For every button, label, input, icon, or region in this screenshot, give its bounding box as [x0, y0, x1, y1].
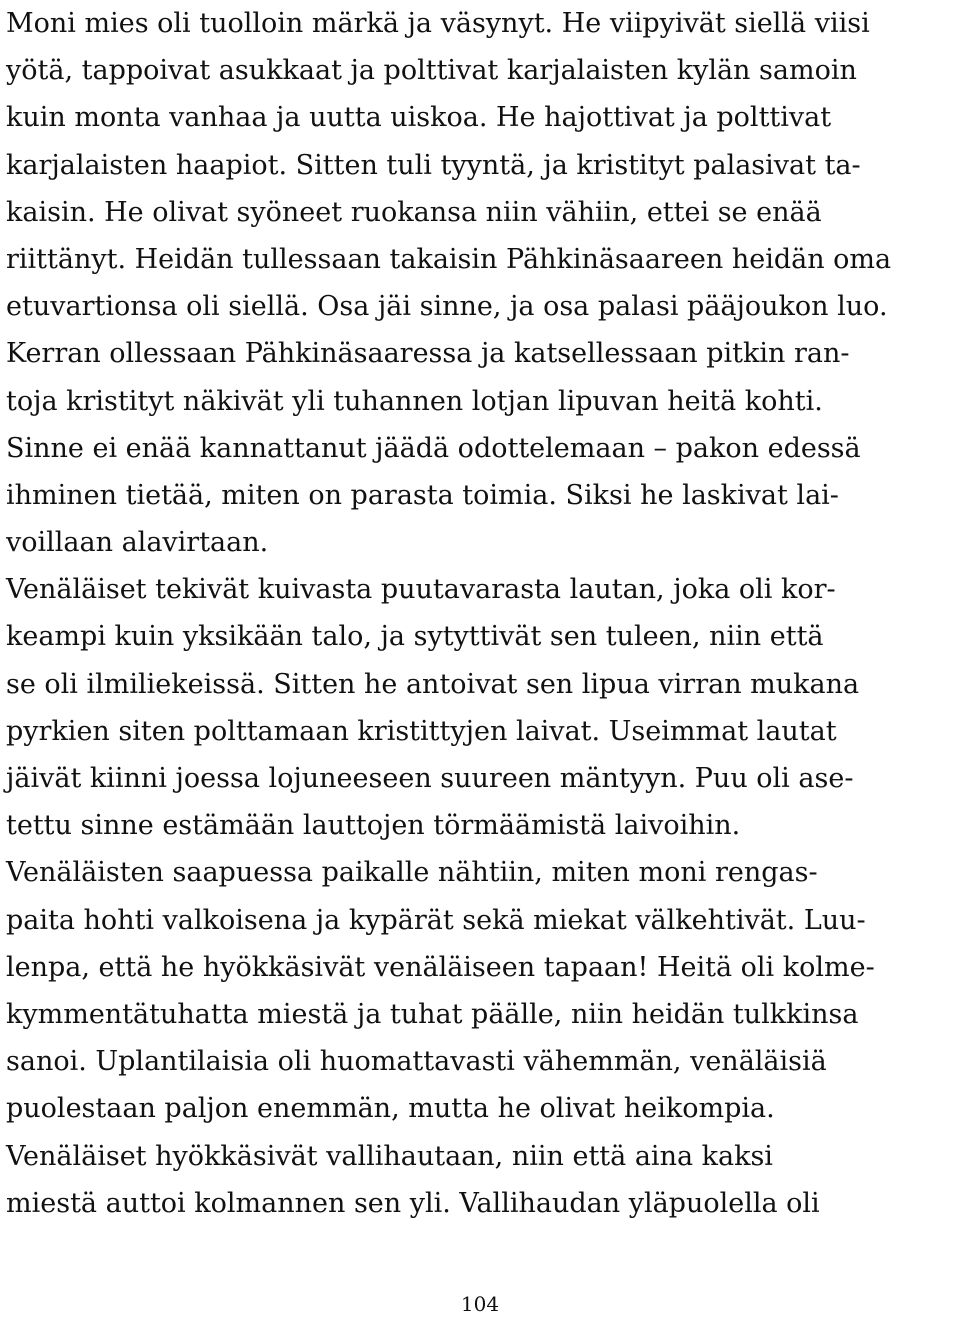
text-line: keampi kuin yksikään talo, ja sytyttivät sen tuleen, niin että [6, 621, 824, 653]
text-line: se oli ilmiliekeissä. Sitten he antoivat sen lipua virran mukana [6, 668, 860, 700]
text-line: miestä auttoi kolmannen sen yli. Vallihaudan yläpuolella oli [6, 1187, 820, 1219]
text-line: kymmentätuhatta miestä ja tuhat päälle, niin heidän tulkkinsa [6, 998, 859, 1030]
body-text [6, 0, 954, 1227]
text-line: kuin monta vanhaa ja uutta uiskoa. He hajottivat ja polttivat [6, 102, 832, 134]
text-line: karjalaisten haapiot. Sitten tuli tyyntä, ja kristityt palasivat ta- [6, 149, 861, 181]
text-line: sanoi. Uplantilaisia oli huomattavasti vähemmän, venäläisiä [6, 1046, 827, 1078]
text-line: toja kristityt näkivät yli tuhannen lotjan lipuvan heitä kohti. [6, 385, 823, 417]
text-line: pyrkien siten polttamaan kristittyjen laivat. Useimmat lautat [6, 715, 837, 747]
text-line: Moni mies oli tuolloin märkä ja väsynyt. He viipyivät siellä viisi [6, 8, 870, 39]
text-line: kaisin. He olivat syöneet ruokansa niin vähiin, ettei se enää [6, 196, 822, 228]
text-line: paita hohti valkoisena ja kypärät sekä miekat välkehtivät. Luu- [6, 904, 866, 936]
text-line: Kerran ollessaan Pähkinäsaaressa ja katsellessaan pitkin ran- [6, 338, 850, 370]
text-line: tettu sinne estämään lauttojen törmäämistä laivoihin. [6, 810, 741, 842]
text-line: puolestaan paljon enemmän, mutta he olivat heikompia. [6, 1093, 775, 1125]
text-line: etuvartionsa oli siellä. Osa jäi sinne, ja osa palasi pääjoukon luo. [6, 291, 888, 323]
text-line: ihminen tietää, miten on parasta toimia. Siksi he laskivat lai- [6, 479, 839, 511]
text-line: Sinne ei enää kannattanut jäädä odottelemaan – pakon edessä [6, 432, 861, 464]
text-line: yötä, tappoivat asukkaat ja polttivat karjalaisten kylän samoin [6, 55, 857, 87]
text-line: riittänyt. Heidän tullessaan takaisin Pähkinäsaareen heidän oma [6, 243, 892, 275]
text-line: Venäläiset hyökkäsivät vallihautaan, niin että aina kaksi [6, 1140, 773, 1172]
text-line: voillaan alavirtaan. [6, 527, 269, 559]
text-line: Venäläiset tekivät kuivasta puutavarasta lautan, joka oli kor- [6, 574, 836, 606]
text-line: Venäläisten saapuessa paikalle nähtiin, miten moni rengas- [6, 857, 818, 889]
text-line: lenpa, että he hyökkäsivät venäläiseen tapaan! Heitä oli kolme- [6, 951, 875, 983]
text-line: jäivät kiinni joessa lojuneeseen suureen mäntyyn. Puu oli ase- [6, 763, 854, 794]
page-number: 104 [460, 1292, 500, 1316]
